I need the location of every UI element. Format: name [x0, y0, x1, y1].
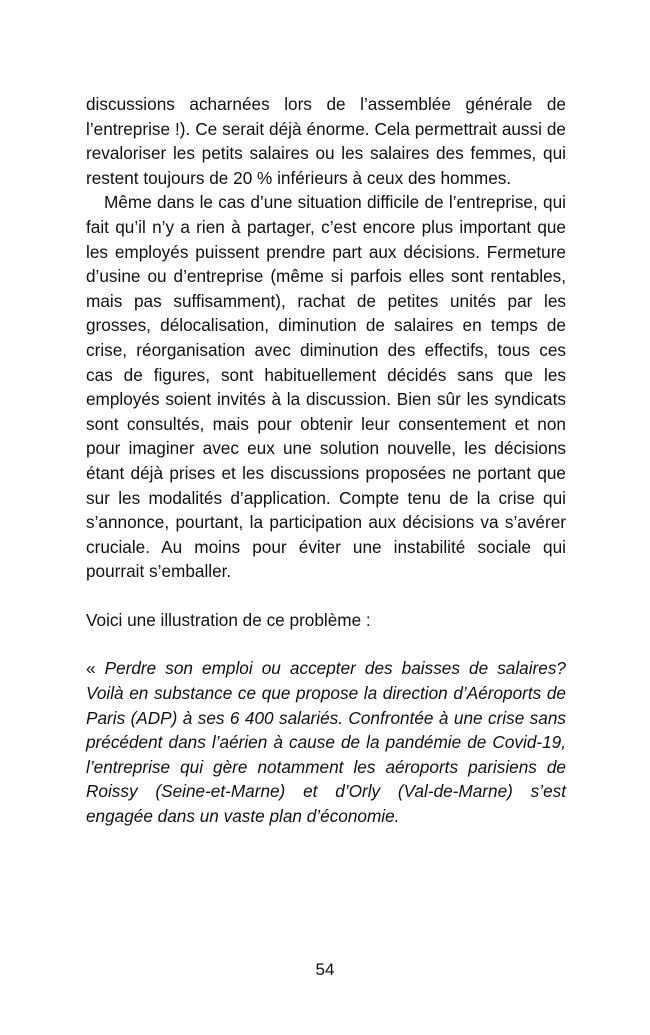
paragraph-continuation: discussions acharnées lors de l’assemblée générale de l’entreprise !). Ce serait déjà énorme. Cela permettrait aussi de revaloriser les petits salaires ou les salaires des femmes, qui restent toujours de 20 % inférieurs à ceux des hommes.	[86, 94, 566, 188]
quote-spacer	[86, 632, 566, 656]
illustration-intro: Voici une illustration de ce problème :	[86, 609, 371, 630]
page-number: 54	[315, 960, 335, 979]
page-content	[86, 92, 566, 829]
paragraph-main: Même dans le cas d’une situation difficile de l’entreprise, qui fait qu’il n’y a rien à partager, c’est encore plus important que les employés puissent prendre part aux décisions. Fermeture d’usine ou d’entreprise (même si parfois elles sont rentables, mais pas suffisamment), rachat de petites unités par les grosses, délocalisation, diminution de salaires en temps de crise, réorganisation avec diminution des effectifs, tous ces cas de figures, sont habituellement décidés sans que les employés soient invités à la discussion. Bien sûr les syndicats sont consultés, mais pour obtenir leur consentement et non pour imaginer avec eux une solution nouvelle, les décisions étant déjà prises et les discussions proposées ne portant que sur les modalités d’application. Compte tenu de la crise qui s’annonce, pourtant, la participation aux décisions va s’avérer cruciale. Au moins pour éviter une instabilité sociale qui pourrait s’emballer.	[86, 192, 566, 582]
paragraph-spacer	[86, 584, 566, 608]
quote-text: Perdre son emploi ou accepter des baisses de salaires? Voilà en substance ce que propose la direction d’Aéroports de Paris (ADP) à ses 6 400 salariés. Confrontée à une crise sans précédent dans l’aérien à cause de la pandémie de Covid-19, l’entreprise qui gère notamment les aéroports parisiens de Roissy (Seine-et-Marne) et d’Orly (Val-de-Marne) s’est engagée dans un vaste plan d’économie.	[86, 658, 566, 827]
quote-open-mark: «	[86, 658, 105, 679]
quotation	[86, 656, 566, 828]
